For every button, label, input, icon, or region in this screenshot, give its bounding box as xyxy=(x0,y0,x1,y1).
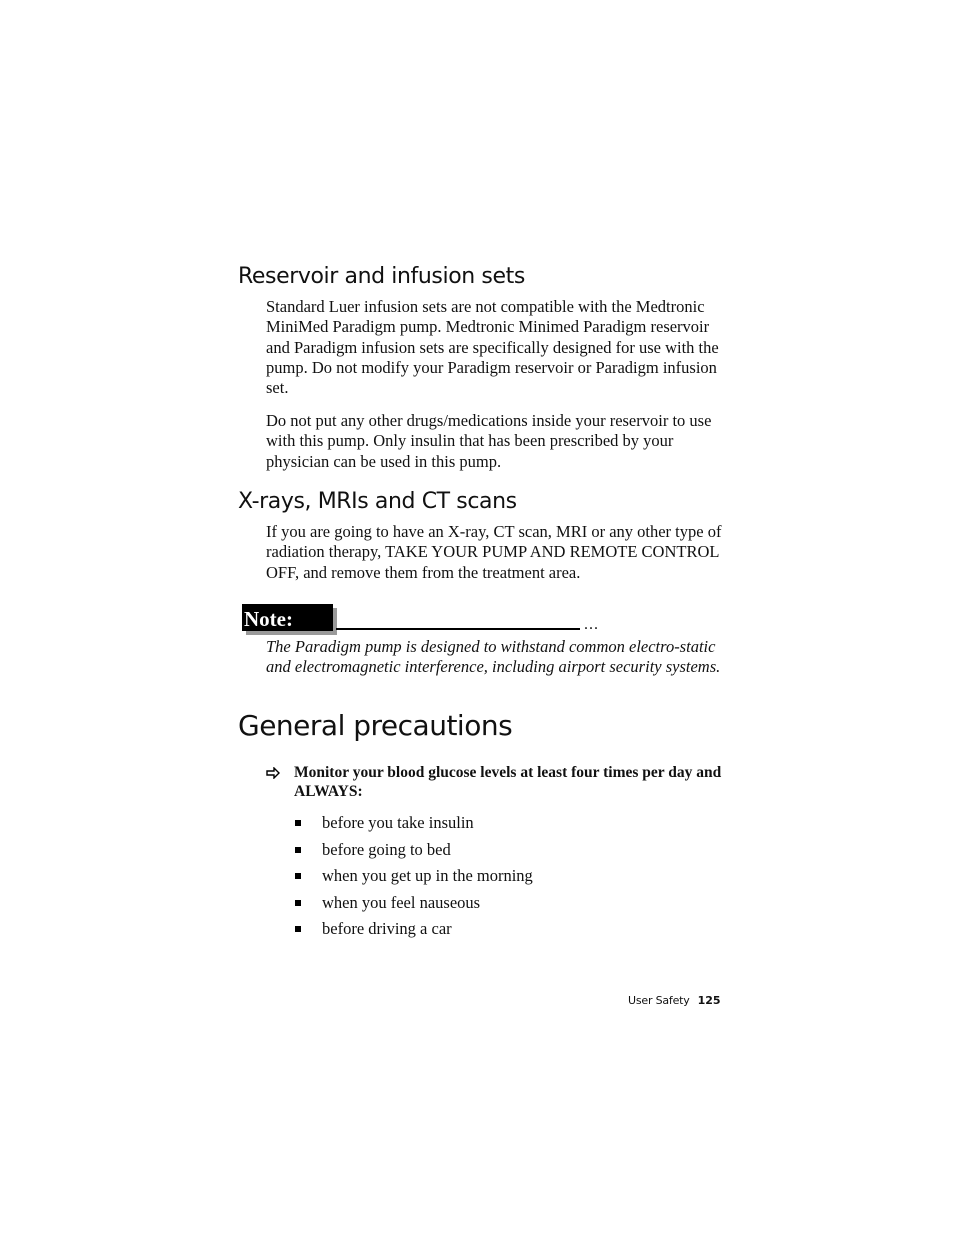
note-rule xyxy=(336,628,580,630)
list-item xyxy=(294,865,533,892)
page-number: 125 xyxy=(697,994,721,1007)
paragraph-xrays: If you are going to have an X-ray, CT scan, MRI or any other type of radiation therapy, TAKE YOUR PUMP AND REMOTE CONTROL OFF, and remove them from the treatment area. xyxy=(266,522,722,582)
precaution-bullet-list xyxy=(294,812,533,945)
square-bullet-icon xyxy=(295,820,301,826)
paragraph-reservoir-1: Standard Luer infusion sets are not compatible with the Medtronic MiniMed Paradigm pump. Medtronic Minimed Paradigm reservoir and Paradigm infusion sets are specifically designed for use with the pump. Do not modify your Paradigm reservoir or Paradigm infusion set. xyxy=(266,297,719,398)
list-item xyxy=(294,918,533,945)
page-footer xyxy=(628,994,721,1007)
note-label: Note: xyxy=(244,607,293,631)
list-item-text: before you take insulin xyxy=(322,813,474,832)
list-item-text: before driving a car xyxy=(322,919,452,938)
list-item-text: when you get up in the morning xyxy=(322,866,533,885)
square-bullet-icon xyxy=(295,900,301,906)
square-bullet-icon xyxy=(295,873,301,879)
paragraph-reservoir-2: Do not put any other drugs/medications inside your reservoir to use with this pump. Only insulin that has been prescribed by your physician can be used in this pump. xyxy=(266,411,712,471)
square-bullet-icon xyxy=(295,926,301,932)
list-item-text: when you feel nauseous xyxy=(322,892,481,912)
list-item xyxy=(294,812,533,839)
heading-general-precautions: General precautions xyxy=(238,709,513,742)
heading-xrays: X-rays, MRIs and CT scans xyxy=(238,489,517,514)
note-tag xyxy=(242,604,333,631)
note-dots: ... xyxy=(584,616,599,633)
list-item xyxy=(294,839,533,866)
heading-reservoir: Reservoir and infusion sets xyxy=(238,264,525,289)
note-text: The Paradigm pump is designed to withstand common electro-static and electromagnetic interference, including airport security systems. xyxy=(266,637,721,677)
arrow-icon xyxy=(266,767,280,779)
square-bullet-icon xyxy=(295,847,301,853)
footer-section-title: User Safety xyxy=(628,994,690,1007)
list-item xyxy=(294,892,533,919)
list-item-text: before going to bed xyxy=(322,839,451,859)
precaution-item-bold: Monitor your blood glucose levels at least four times per day and ALWAYS: xyxy=(294,764,722,800)
